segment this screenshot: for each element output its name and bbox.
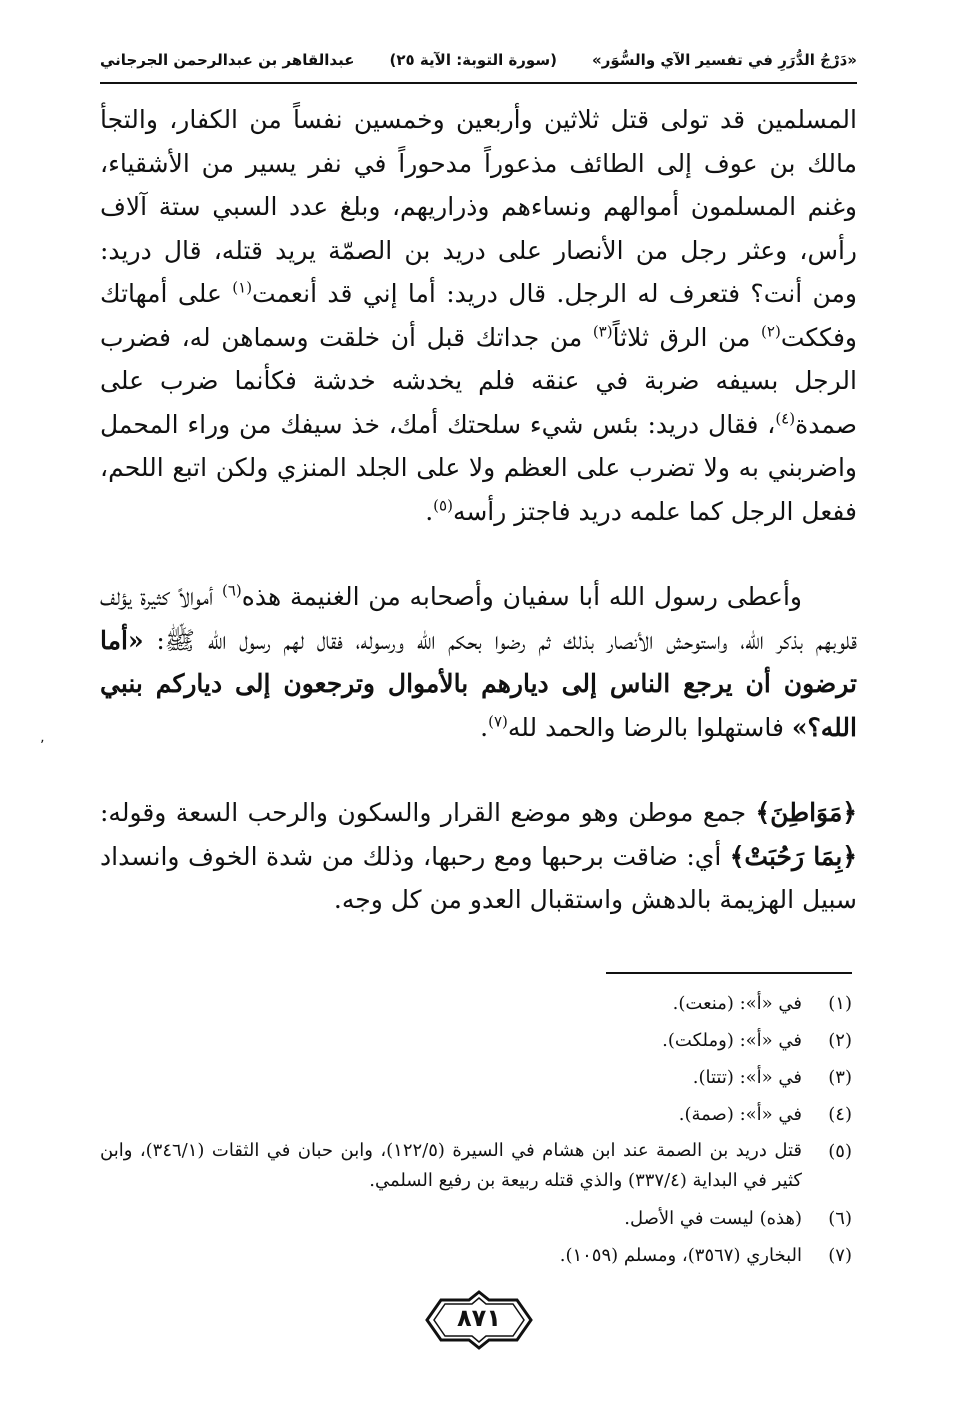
footnote-number: (٧): [828, 1245, 852, 1266]
quran-phrase-bima-rahubat: ﴿بِمَا رَحُبَتْ﴾: [729, 841, 857, 871]
text-run: من جداتك قبل أن خلقت وسماهن له، فضرب الرجل بسيفه ضربة في عنقه فلم يخدشه خدشة فكأنما ضرب على صمدة: [100, 322, 857, 439]
text-run: جمع موطن وهو موضع القرار والسكون والرحب السعة وقوله:: [100, 798, 756, 827]
footnote-7: [100, 1237, 852, 1274]
hadith-quote: «أما ترضون أن يرجع الناس إلى ديارهم بالأموال وترجعون إلى دياركم بنبي الله؟»: [100, 625, 857, 742]
footnote-number: (٦): [828, 1208, 852, 1229]
footnote-text: (هذه) ليست في الأصل.: [624, 1208, 802, 1229]
footnote-number: (٢): [828, 1030, 852, 1051]
footnote-3: [100, 1059, 852, 1096]
footnote-1: [100, 985, 852, 1022]
footnote-2: [100, 1022, 852, 1059]
margin-mark: ٬: [40, 738, 45, 754]
footnote-6: [100, 1200, 852, 1237]
text-run: فاستهلوا بالرضا والحمد لله: [507, 712, 792, 742]
page-number-ornament: [425, 1290, 533, 1350]
footnote-ref-2[interactable]: (٢): [761, 322, 781, 341]
footnote-text: في «أ»: (منعت).: [672, 993, 802, 1014]
footnote-number: (٥): [828, 1141, 852, 1162]
text-run: على أمهاتك وفككت: [100, 279, 857, 352]
text-run: المسلمين قد تولى قتل ثلاثين وأربعين وخمسين نفساً من الكفار، والتجأ مالك بن عوف إلى الطائف مذعوراً مدحوراً في نفر يسير من الأشقياء، وغنم المسلمون أموالهم ونساءهم وذراريهم، وبلغ عدد السبي ستة آلاف رأس، وعثر رجل من الأنصار على دريد بن الصمّة يريد قتله، قال دريد: ومن أنت؟ فتعرف له الرجل. قال دريد: أما إني قد أنعمت: [100, 105, 857, 308]
footnote-ref-1[interactable]: (١): [232, 278, 253, 297]
footnote-text: في «أ»: (وملكت).: [662, 1030, 802, 1051]
footnote-text: في «أ»: (صمة).: [678, 1104, 802, 1125]
footnote-number: (٣): [828, 1067, 852, 1088]
main-text: [100, 98, 857, 922]
footnote-divider: [606, 972, 852, 974]
text-run: .: [425, 496, 434, 526]
footnote-number: (١): [828, 993, 852, 1014]
header-book-title: «دَرْجُ الدُّرَرِ في تفسير الآي والسُّوَر»: [592, 51, 857, 69]
header-author: عبدالقاهر بن عبدالرحمن الجرجاني: [100, 51, 355, 69]
footnote-ref-3[interactable]: (٣): [592, 322, 613, 341]
text-run: وأعطى رسول الله أبا سفيان وأصحابه من الغنيمة هذه: [241, 582, 802, 611]
running-header: [100, 40, 857, 80]
header-surah-ayah: (سورة التوبة: الآية ٢٥): [389, 51, 557, 69]
text-run: ، فقال دريد: بئس شيء سلحتك أمك، خذ سيفك من وراء المحمل واضربني به ولا تضرب على العظم ولا على الجلد المنزي ولكن اتبع اللحم، ففعل الرجل كما علمه دريد فاجتز رأسه: [100, 409, 857, 526]
footnote-ref-4[interactable]: (٤): [775, 409, 796, 428]
header-divider: [100, 82, 857, 84]
footnote-4: [100, 1096, 852, 1133]
footnote-5: [100, 1133, 852, 1200]
footnote-ref-6[interactable]: (٦): [221, 581, 242, 600]
footnote-ref-7[interactable]: (٧): [488, 712, 508, 731]
footnote-ref-5[interactable]: (٥): [433, 496, 453, 515]
footnote-text: البخاري (٣٥٦٧)، ومسلم (١٠٥٩).: [559, 1245, 802, 1266]
text-run: أموالاً كثيرة يؤلف قلوبهم بذكر الله، واستوحش الأنصار بذلك ثم رضوا بحكم الله ورسوله، فقال لهم رسول الله ﷺ:: [100, 582, 857, 655]
text-run: أي: ضاقت برحبها ومع رحبها، وذلك من شدة الخوف وانسداد سبيل الهزيمة بالدهش واستقبال العدو من كل وجه.: [100, 841, 857, 914]
footnote-number: (٤): [828, 1104, 852, 1125]
footnote-text: قتل دريد بن الصمة عند ابن هشام في السيرة (١٢٢/٥)، وابن حبان في الثقات (٣٤٦/١)، وابن كثير في البداية (٣٣٧/٤) والذي قتله ربيعة بن رفيع السلمي.: [100, 1140, 802, 1191]
footnote-text: في «أ»: (تتتا).: [692, 1067, 802, 1088]
paragraph-2: [100, 575, 857, 749]
paragraph-1: [100, 98, 857, 533]
paragraph-3: [100, 791, 857, 922]
quran-word-mawatin: ﴿مَوَاطِنَ﴾: [755, 798, 857, 827]
page-number: ٨٧١: [457, 1304, 501, 1332]
footnotes: [100, 985, 852, 1274]
text-run: .: [480, 712, 489, 742]
text-run: من الرق ثلاثاً: [612, 322, 762, 352]
